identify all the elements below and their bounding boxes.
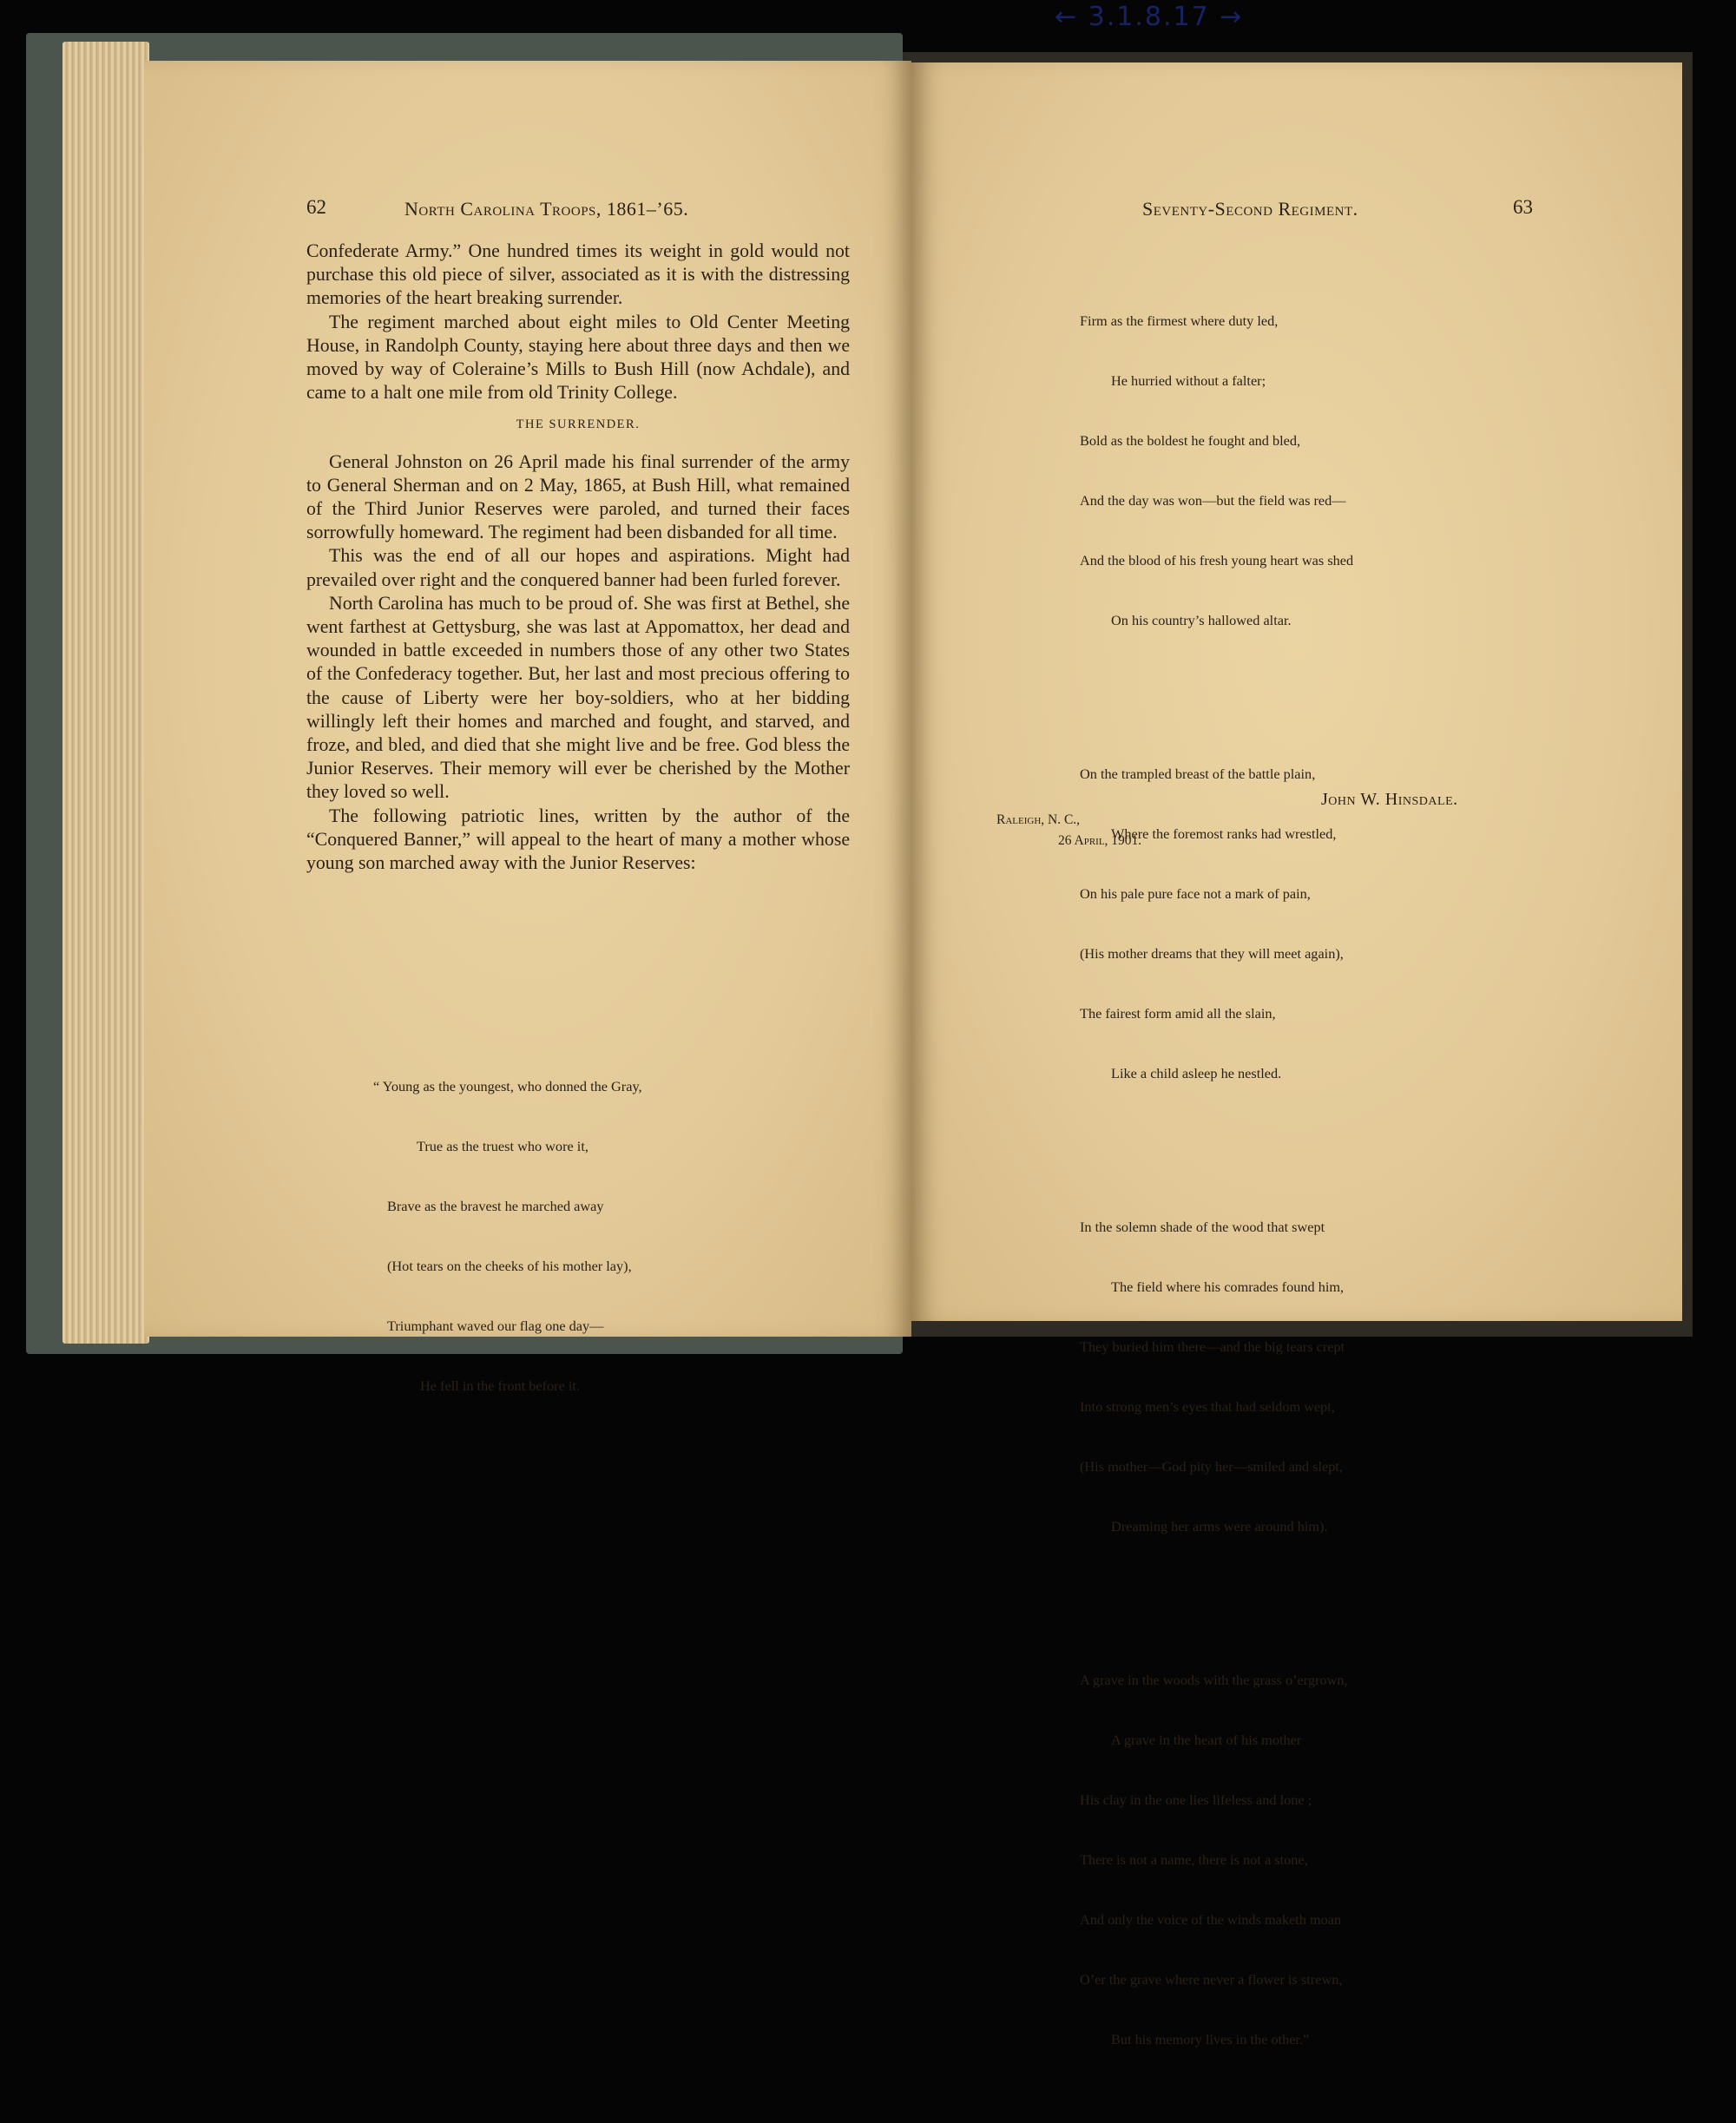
poem-line: He hurried without a falter; [1111, 372, 1266, 389]
stanza [1080, 1177, 1353, 1576]
section-heading: THE SURRENDER. [516, 417, 641, 432]
ink-stamp-mark: ← 3.1.8.17 → [1055, 2, 1244, 32]
stanza [1080, 1630, 1353, 2089]
poem-line: (His mother—God pity her—smiled and slept, [1080, 1458, 1343, 1475]
stanza [1080, 724, 1353, 1123]
date-line: 26 April, 1901. [1058, 833, 1142, 848]
poem-line: On the trampled breast of the battle plain, [1080, 766, 1316, 782]
poem-line: Into strong men’s eyes that had seldom wept, [1080, 1398, 1335, 1415]
poem-line: The field where his comrades found him, [1111, 1278, 1345, 1295]
right-poem [1080, 231, 1353, 2123]
poem-line: Like a child asleep he nestled. [1111, 1065, 1282, 1081]
right-running-head: Seventy-Second Regiment. [1142, 198, 1358, 220]
poem-line: “ Young as the youngest, who donned the Gray, [373, 1078, 642, 1094]
paragraph: Confederate Army.” One hundred times its weight in gold would not purchase this old piece of silver, associated as it is with the distressing memories of the heart breaking surrender. [306, 240, 850, 309]
left-poem [373, 1036, 642, 1416]
poem-line: His clay in the one lies lifeless and lone ; [1080, 1791, 1312, 1808]
poem-line: Dreaming her arms were around him). [1111, 1518, 1328, 1535]
left-prose [306, 240, 850, 875]
poem-line: In the solemn shade of the wood that swept [1080, 1219, 1325, 1235]
stanza [1080, 271, 1353, 670]
poem-line: A grave in the woods with the grass o’ergrown, [1080, 1672, 1348, 1688]
paragraph: This was the end of all our hopes and aspirations. Might had prevailed over right and the conquered banner had been furled forever. [306, 545, 850, 590]
poem-line: There is not a name, there is not a stone, [1080, 1851, 1308, 1868]
poem-line: But his memory lives in the other.” [1111, 2031, 1310, 2047]
right-page-number: 63 [1513, 196, 1533, 218]
poem-line: (Hot tears on the cheeks of his mother lay), [387, 1258, 632, 1274]
poem-line: O’er the grave where never a flower is strewn, [1080, 1971, 1343, 1988]
paragraph: General Johnston on 26 April made his final surrender of the army to General Sherman and on 2 May, 1865, at Bush Hill, what remained of the Third Junior Reserves were paroled, and turned their faces sorrowfully homeward. The regiment had been disbanded for all time. [306, 450, 850, 543]
poem-line: Triumphant waved our flag one day— [387, 1318, 604, 1334]
poem-line: On his country’s hallowed altar. [1111, 612, 1292, 628]
place-line: Raleigh, N. C., [996, 812, 1081, 827]
poem-line: And the day was won—but the field was red— [1080, 492, 1346, 509]
signature: John W. Hinsdale. [1321, 790, 1458, 809]
left-running-head: North Carolina Troops, 1861–’65. [404, 198, 689, 220]
poem-line: And only the voice of the winds maketh moan [1080, 1911, 1342, 1928]
poem-line: Where the foremost ranks had wrestled, [1111, 825, 1337, 842]
poem-line: A grave in the heart of his mother [1111, 1732, 1302, 1748]
poem-line: And the blood of his fresh young heart was shed [1080, 552, 1354, 569]
poem-line: He fell in the front before it. [420, 1377, 580, 1394]
paragraph: North Carolina has much to be proud of. She was first at Bethel, she went farthest at Gettysburg, she was last at Appomattox, her dead and wounded in battle exceeded in numbers those of any other two States of the Confederacy together. But, her last and most precious offering to the cause of Liberty were her boy-soldiers, who at her bidding willingly left their homes and marched and fought, and starved, and froze, and bled, and died that she might live and be free. God bless the Junior Reserves. Their memory will ever be cherished by the Mother they loved so well. [306, 592, 850, 803]
poem-line: They buried him there—and the big tears crept [1080, 1338, 1345, 1355]
left-page-number: 62 [306, 196, 326, 218]
paragraph: The regiment marched about eight miles to Old Center Meeting House, in Randolph County, staying here about three days and then we moved by way of Coleraine’s Mills to Bush Hill (now Achdale), and came to a halt one mile from old Trinity College. [306, 311, 850, 404]
poem-line: On his pale pure face not a mark of pain, [1080, 885, 1311, 902]
poem-line: True as the truest who wore it, [417, 1138, 589, 1154]
poem-line: Bold as the boldest he fought and bled, [1080, 432, 1301, 449]
page-edges [62, 42, 149, 1344]
poem-line: (His mother dreams that they will meet again), [1080, 945, 1344, 962]
poem-line: Firm as the firmest where duty led, [1080, 312, 1279, 329]
paragraph: The following patriotic lines, written by the author of the “Conquered Banner,” will appeal to the heart of many a mother whose young son marched away with the Junior Reserves: [306, 805, 850, 874]
poem-line: Brave as the bravest he marched away [387, 1198, 604, 1214]
poem-line: The fairest form amid all the slain, [1080, 1005, 1276, 1022]
